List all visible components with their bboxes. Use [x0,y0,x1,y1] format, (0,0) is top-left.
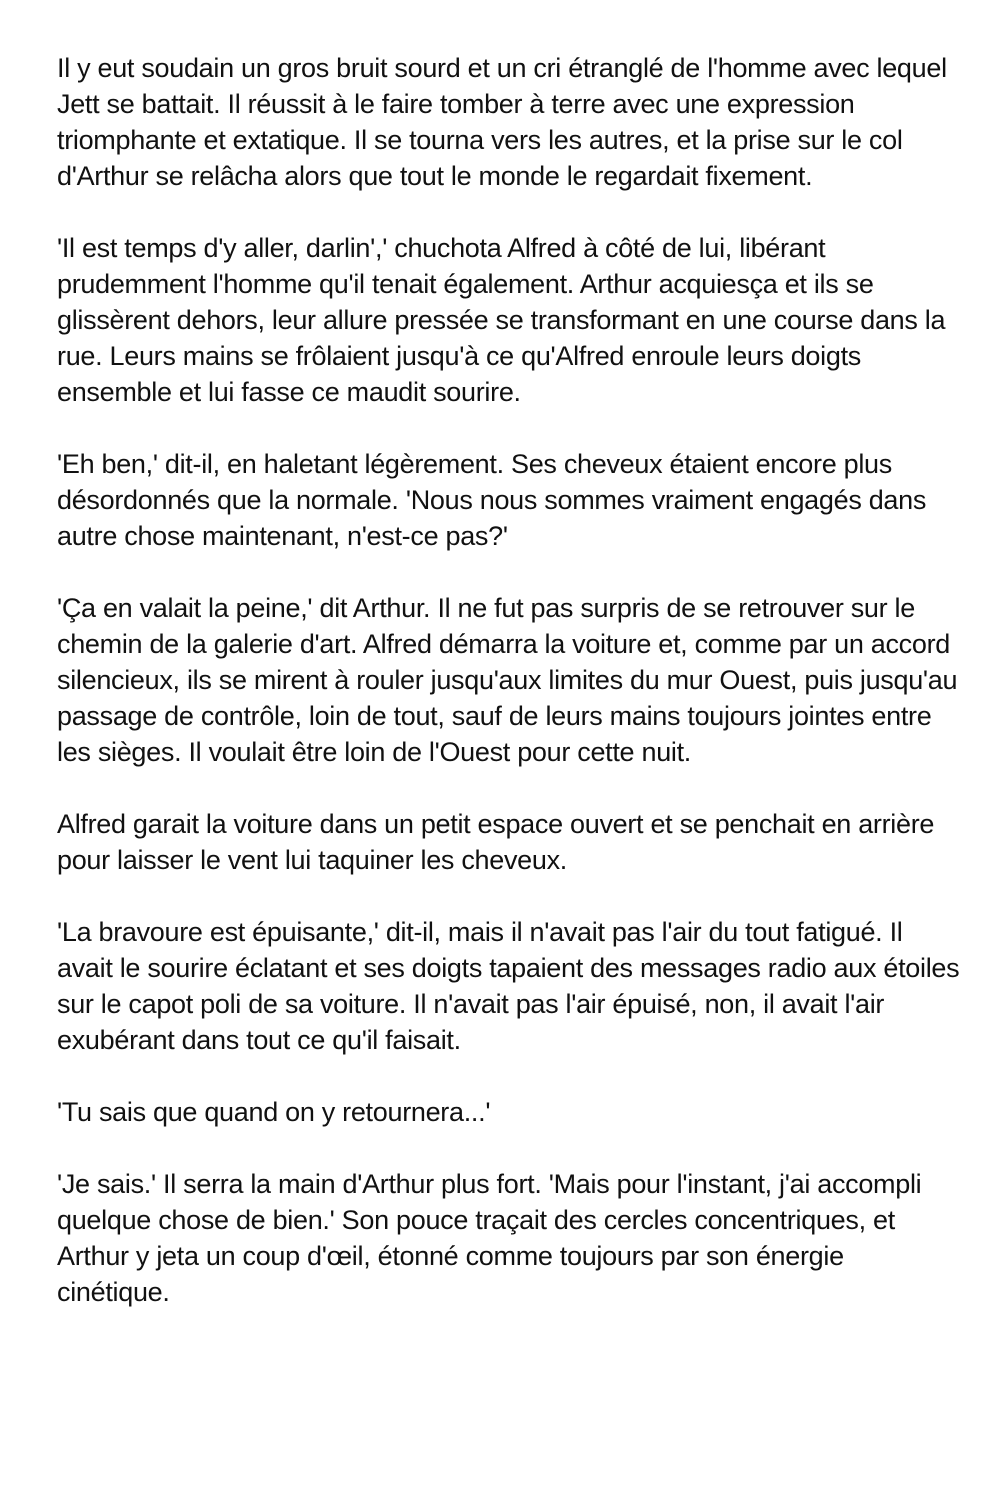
paragraph-4: 'Ça en valait la peine,' dit Arthur. Il ne fut pas surpris de se retrouver sur le chemin de la galerie d'art. Alfred démarra la voiture et, comme par un accord silencieux, ils se mirent à rouler jusqu'aux limites du mur Ouest, puis jusqu'au passage de contrôle, loin de tout, sauf de leurs mains toujours jointes entre les sièges. Il voulait être loin de l'Ouest pour cette nuit. [57,593,958,767]
paragraph-7: 'Tu sais que quand on y retournera...' [57,1097,491,1127]
paragraph-5: Alfred garait la voiture dans un petit espace ouvert et se penchait en arrière pour laisser le vent lui taquiner les cheveux. [57,809,935,875]
paragraph-1: Il y eut soudain un gros bruit sourd et un cri étranglé de l'homme avec lequel Jett se battait. Il réussit à le faire tomber à terre avec une expression triomphante et extatique. Il se tourna vers les autres, et la prise sur le col d'Arthur se relâcha alors que tout le monde le regardait fixement. [57,53,947,191]
paragraph-6: 'La bravoure est épuisante,' dit-il, mais il n'avait pas l'air du tout fatigué. Il avait le sourire éclatant et ses doigts tapaient des messages radio aux étoiles sur le capot poli de sa voiture. Il n'avait pas l'air épuisé, non, il avait l'air exubérant dans tout ce qu'il faisait. [57,917,960,1055]
paragraph-8: 'Je sais.' Il serra la main d'Arthur plus fort. 'Mais pour l'instant, j'ai accompli quelque chose de bien.' Son pouce traçait des cercles concentriques, et Arthur y jeta un coup d'œil, étonné comme toujours par son énergie cinétique. [57,1169,922,1307]
document-page [57,50,962,1310]
paragraph-3: 'Eh ben,' dit-il, en haletant légèrement. Ses cheveux étaient encore plus désordonnés que la normale. 'Nous nous sommes vraiment engagés dans autre chose maintenant, n'est-ce pas?' [57,449,927,551]
paragraph-2: 'Il est temps d'y aller, darlin',' chuchota Alfred à côté de lui, libérant prudemment l'homme qu'il tenait également. Arthur acquiesça et ils se glissèrent dehors, leur allure pressée se transformant en une course dans la rue. Leurs mains se frôlaient jusqu'à ce qu'Alfred enroule leurs doigts ensemble et lui fasse ce maudit sourire. [57,233,946,407]
